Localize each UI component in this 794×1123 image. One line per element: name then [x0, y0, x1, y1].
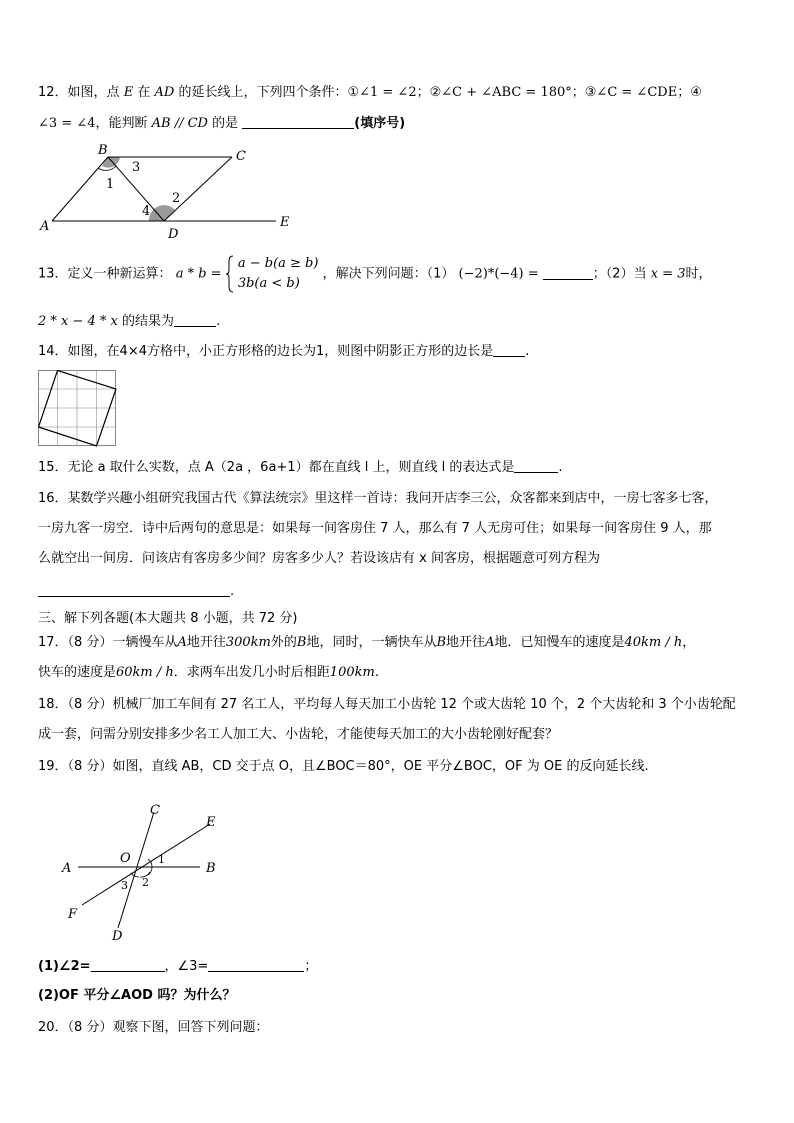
q14-grid-figure [38, 370, 118, 448]
label-4: 4 [142, 204, 151, 219]
q19-figure [60, 800, 230, 945]
line-DC [164, 157, 232, 221]
section3-title: 三、解下列各题(本大题共 8 小题，共 72 分) [38, 611, 298, 626]
label-E: E [280, 215, 290, 230]
label-3: 3 [132, 160, 141, 175]
label-1: 1 [158, 853, 165, 866]
q16-line4: . [38, 582, 234, 601]
q19-part1: (1)∠2= ，∠3= ； [38, 959, 318, 974]
label-O: O [120, 851, 131, 866]
q14-text: 14．如图，在4×4方格中，小正方形格的边长为1，则图中阴影正方形的边长是 . [38, 344, 530, 359]
q19-angle2-blank[interactable] [91, 957, 165, 972]
label-2: 2 [142, 876, 149, 889]
q18-line2: 成一套，问需分别安排多少名工人加工大、小齿轮，才能使每天加工的大小齿轮刚好配套？ [38, 727, 559, 742]
label-B: B [98, 143, 108, 158]
label-A: A [40, 219, 50, 234]
q14-answer-blank[interactable] [493, 342, 525, 357]
label-F: F [68, 907, 78, 922]
label-C: C [236, 149, 246, 164]
q20-text: 20．（8 分）观察下图，回答下列问题： [38, 1020, 269, 1035]
q18-line1: 18．（8 分）机械厂加工车间有 27 名工人，平均每人每天加工小齿轮 12 个或大齿轮 10 个，2 个大齿轮和 3 个小齿轮配 [38, 697, 736, 712]
q16-line3: 么就空出一间房．问该店有客房多少间？房客多少人？若设该店有 x 间客房，根据题意可列方程为 [38, 551, 600, 566]
label-D: D [168, 227, 179, 240]
q15-answer-blank[interactable] [514, 458, 558, 473]
q16-line1: 16．某数学兴趣小组研究我国古代《算法统宗》里这样一首诗：我问开店李三公，众客都来到店中，一房七客多七客， [38, 491, 718, 506]
line-CD [118, 812, 154, 928]
q12-line1: 12．如图，点 E 在 AD 的延长线上，下列四个条件：①∠1 = ∠2；②∠C + ∠ABC = 180°；③∠C = ∠CDE；④ [38, 85, 702, 100]
label-E: E [206, 815, 216, 830]
q13-cases: a − b(a ≥ b) 3b(a < b) [237, 256, 319, 291]
q19-angle3-blank[interactable] [208, 957, 304, 972]
q16-line2: 一房九客一房空．诗中后两句的意思是：如果每一间客房住 7 人，那么有 7 人无房可住；如果每一间客房住 9 人，那 [38, 521, 712, 536]
label-A: A [62, 861, 72, 876]
angle-mark-B [102, 157, 120, 168]
q16-answer-blank[interactable] [38, 582, 230, 597]
q13-answer1-blank[interactable] [543, 265, 593, 280]
q12-answer-blank[interactable] [242, 114, 354, 129]
q12-line2: ∠3 = ∠4，能判断 AB // CD 的是 (填序号) [38, 116, 406, 131]
brace-icon [226, 255, 234, 293]
label-3: 3 [121, 879, 128, 892]
label-B: B [206, 861, 216, 876]
q13-line1: 13．定义一种新运算： a * b = a − b(a ≥ b) 3b(a < b) ，解决下列问题：（1） (−2)*(−4) = ；（2）当 x = 3时， [38, 254, 712, 294]
q17-line2: 快车的速度是60km / h．求两车出发几小时后相距100km. [38, 665, 379, 680]
q19-part2: (2)OF 平分∠AOD 吗？为什么？ [38, 988, 236, 1003]
q13-answer2-blank[interactable] [174, 312, 216, 327]
label-1: 1 [106, 177, 115, 192]
label-2: 2 [172, 191, 181, 206]
label-D: D [112, 929, 123, 944]
label-C: C [150, 803, 160, 818]
q12-figure [36, 140, 296, 240]
line-AB [52, 157, 108, 221]
q15-text: 15．无论 a 取什么实数，点 A（2a ，6a+1）都在直线 l 上，则直线 l 的表达式是 . [38, 460, 563, 475]
q17-line1: 17．（8 分）一辆慢车从A地开往300km外的B地，同时，一辆快车从B地开往A地．已知慢车的速度是40km / h， [38, 635, 696, 650]
q19-text: 19．（8 分）如图，直线 AB，CD 交于点 O，且∠BOC＝80°，OE 平分∠BOC，OF 为 OE 的反向延长线. [38, 759, 649, 774]
q13-line2: 2 * x − 4 * x 的结果为 . [38, 314, 221, 329]
